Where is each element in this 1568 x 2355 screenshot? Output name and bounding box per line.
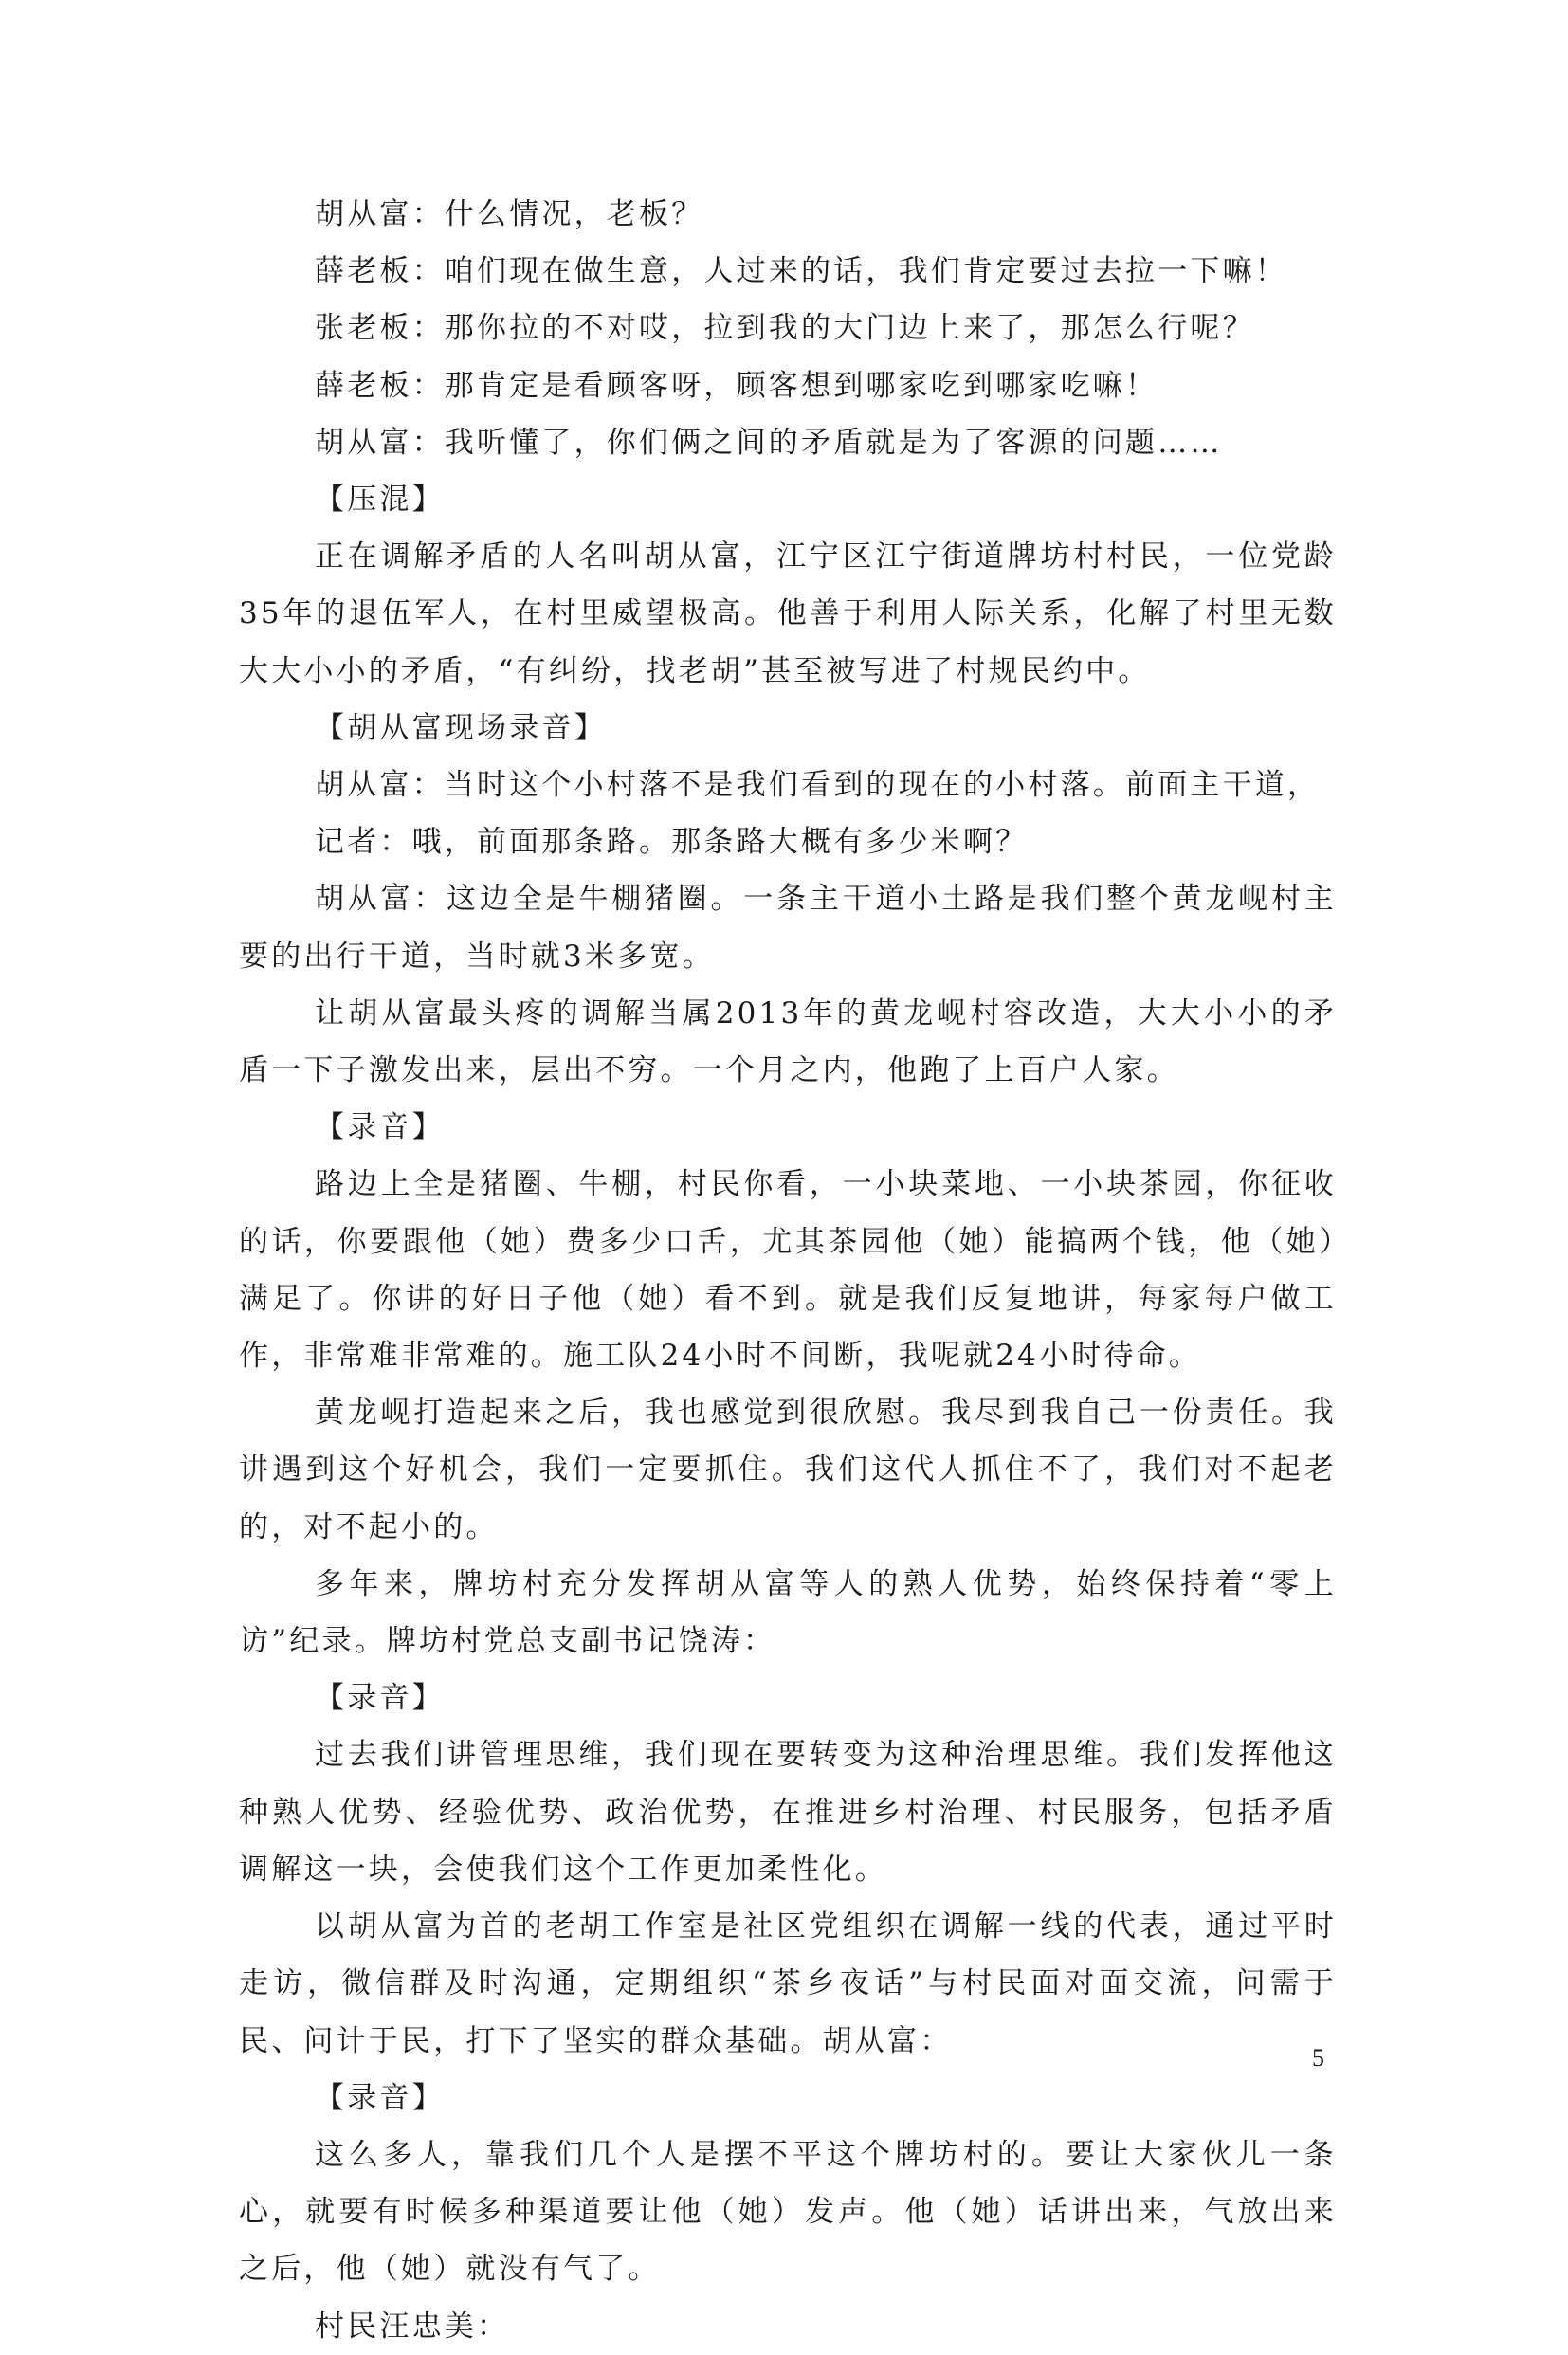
dialogue-line: 胡从富：当时这个小村落不是我们看到的现在的小村落。前面主干道， xyxy=(315,768,1321,803)
dialogue-line: 记者：哦，前面那条路。那条路大概有多少米啊？ xyxy=(315,825,1029,860)
dialogue-line: 张老板：那你拉的不对哎，拉到我的大门边上来了，那怎么行呢？ xyxy=(315,311,1255,346)
quote-paragraph: 路边上全是猪圈、牛棚，村民你看，一小块菜地、一小块茶园，你征收的话，你要跟他（她）费多少口舌，尤其茶园他（她）能搞两个钱，他（她）满足了。你讲的好日子他（她）看不到。就是我们反复地讲，每家每户做工作，非常难非常难的。施工队24小时不间断，我呢就24小时待命。 xyxy=(239,1167,1337,1374)
body-paragraph: 正在调解矛盾的人名叫胡从富，江宁区江宁街道牌坊村村民，一位党龄35年的退伍军人，在村里威望极高。他善于利用人际关系，化解了村里无数大大小小的矛盾，“有纠纷，找老胡”甚至被写进了村规民约中。 xyxy=(239,539,1337,688)
section-marker: 【录音】 xyxy=(315,2080,445,2115)
quote-paragraph: 黄龙岘打造起来之后，我也感觉到很欣慰。我尽到我自己一份责任。我讲遇到这个好机会，我们一定要抓住。我们这代人抓住不了，我们对不起老的，对不起小的。 xyxy=(239,1396,1337,1544)
document-body xyxy=(239,186,1337,2355)
dialogue-line: 胡从富：我听懂了，你们俩之间的矛盾就是为了客源的问题…… xyxy=(315,425,1223,460)
dialogue-line: 薛老板：那肯定是看顾客呀，顾客想到哪家吃到哪家吃嘛！ xyxy=(315,368,1158,403)
body-paragraph: 让胡从富最头疼的调解当属2013年的黄龙岘村容改造，大大小小的矛盾一下子激发出来，层出不穷。一个月之内，他跑了上百户人家。 xyxy=(239,995,1337,1088)
body-paragraph: 村民汪忠美： xyxy=(315,2309,510,2344)
quote-paragraph: 这么多人，靠我们几个人是摆不平这个牌坊村的。要让大家伙儿一条心，就要有时候多种渠道要让他（她）发声。他（她）话讲出来，气放出来之后，他（她）就没有气了。 xyxy=(239,2137,1337,2287)
section-marker: 【压混】 xyxy=(315,483,445,518)
quote-paragraph: 过去我们讲管理思维，我们现在要转变为这种治理思维。我们发挥他这种熟人优势、经验优势、政治优势，在推进乡村治理、村民服务，包括矛盾调解这一块，会使我们这个工作更加柔性化。 xyxy=(239,1738,1337,1887)
dialogue-line: 胡从富：什么情况，老板？ xyxy=(315,197,704,231)
section-marker: 【录音】 xyxy=(315,1681,445,1716)
body-paragraph: 多年来，牌坊村充分发挥胡从富等人的熟人优势，始终保持着“零上访”纪录。牌坊村党总支副书记饶涛： xyxy=(239,1566,1337,1659)
page-number: 5 xyxy=(1312,2044,1324,2072)
dialogue-line: 薛老板：咱们现在做生意，人过来的话，我们肯定要过去拉一下嘛！ xyxy=(315,254,1287,289)
section-marker: 【录音】 xyxy=(315,1110,445,1145)
section-marker: 【胡从富现场录音】 xyxy=(315,710,607,745)
dialogue-line: 胡从富：这边全是牛棚猪圈。一条主干道小土路是我们整个黄龙岘村主要的出行干道，当时就3米多宽。 xyxy=(239,882,1337,974)
body-paragraph: 以胡从富为首的老胡工作室是社区党组织在调解一线的代表，通过平时走访，微信群及时沟通，定期组织“茶乡夜话”与村民面对面交流，问需于民、问计于民，打下了坚实的群众基础。胡从富： xyxy=(239,1909,1337,2058)
